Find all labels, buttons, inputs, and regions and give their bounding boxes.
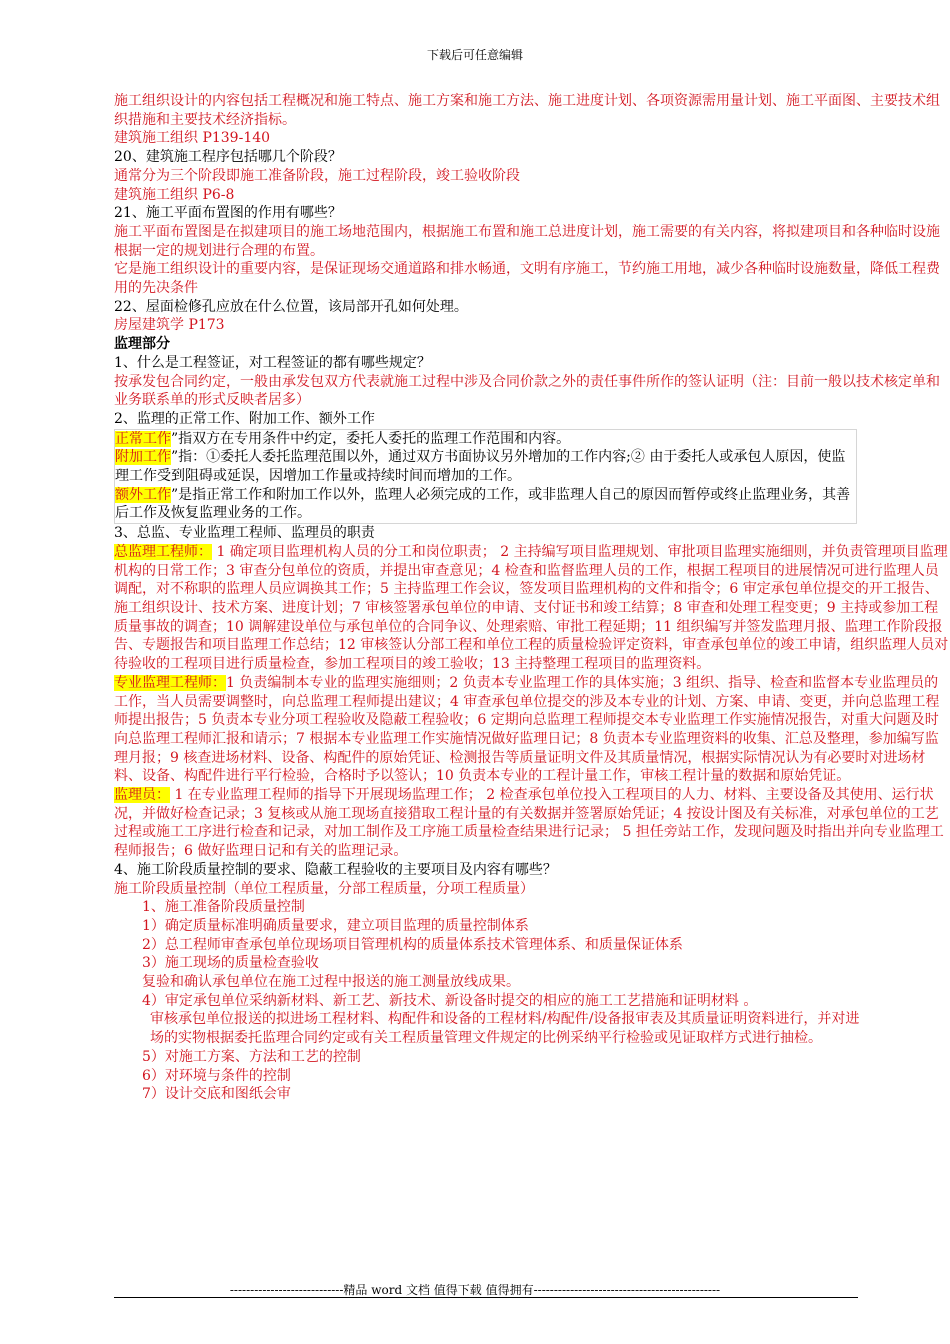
duty-paragraph: 专业监理工程师：1 负责编制本专业的监理实施细则；2 负责本专业监理工作的具体实施；3 组织、指导、检查和监督本专业监理员的工作，当人员需要调整时，向总监理工程师提出建议；4 审查承包单位提交的涉及本专业的计划、方案、申请、变更，并向总监理工程师提出报告；5 负责本专业分项工程验收及隐蔽工程验收；6 定期向总监理工程师提交本专业监理工作实施情况报告，对重大问题及时向总监理工程师汇报和请示；7 根据本专业监理工作实施情况做好监理日记；8 负责本专业监理资料的收集、汇总及整理，参加编写监理月报；9 核查进场材料、设备、构配件的原始凭证、检测报告等质量证明文件及其质量情况，根据实际情况认为有必要时对进场材料、设备、构配件进行平行检验，合格时予以签认；10 负责本专业的工程计量工作，审核工程计量的数据和原始凭证。	[114, 674, 940, 785]
definition-box	[114, 429, 857, 525]
highlight-term: 总监理工程师：	[114, 543, 212, 560]
paragraph: 按承发包合同约定，一般由承发包双方代表就施工过程中涉及合同价款之外的责任事件所作的签认证明（注：目前一般以技术核定单和业务联系单的形式反映者居多）	[114, 373, 940, 409]
reference: 建筑施工组织 P139-140	[114, 130, 271, 147]
document-body	[114, 92, 950, 1104]
question: 4、施工阶段质量控制的要求、隐蔽工程验收的主要项目及内容有哪些？	[114, 861, 557, 878]
list-item: 4）审定承包单位采纳新材料、新工艺、新技术、新设备时提交的相应的施工工艺措施和证明材料 。	[142, 992, 758, 1009]
list-item: 3）施工现场的质量检查验收	[142, 955, 319, 972]
highlight-term: 附加工作	[115, 449, 171, 466]
footer-divider	[114, 1297, 858, 1298]
paragraph: 施工平面布置图是在拟建项目的施工场地范围内，根据施工布置和施工总进度计划，施工需要的有关内容，将拟建项目和各种临时设施根据一定的规划进行合理的布置。	[114, 223, 940, 259]
question: 3、总监、专业监理工程师、监理员的职责	[114, 525, 375, 542]
highlight-term: 监理员：	[114, 787, 170, 804]
reference: 建筑施工组织 P6-8	[114, 186, 235, 203]
paragraph: 它是施工组织设计的重要内容，是保证现场交通道路和排水畅通，文明有序施工，节约施工用地，减少各种临时设施数量，降低工程费用的先决条件	[114, 261, 940, 297]
highlight-term: 专业监理工程师：	[114, 674, 226, 691]
highlight-term: 正常工作	[115, 430, 171, 447]
page-header: 下载后可任意编辑	[426, 48, 523, 62]
question: 2、监理的正常工作、附加工作、额外工作	[114, 410, 375, 427]
definition-item: 正常工作”指双方在专用条件中约定，委托人委托的监理工作范围和内容。	[115, 430, 571, 447]
paragraph: 施工阶段质量控制（单位工程质量，分部工程质量，分项工程质量）	[114, 880, 534, 897]
reference: 房屋建筑学 P173	[114, 317, 225, 334]
list-item: 2）总工程师审查承包单位现场项目管理机构的质量体系技术管理体系、和质量保证体系	[142, 936, 683, 953]
highlight-term: 额外工作	[115, 486, 171, 503]
list-item: 审核承包单位报送的拟进场工程材料、构配件和设备的工程材料/构配件/设备报审表及其质量证明资料进行，并对进场的实物根据委托监理合同约定或有关工程质量管理文件规定的比例采纳平行检验或见证取样方式进行抽检。	[150, 1011, 860, 1047]
list-item: 1、施工准备阶段质量控制	[142, 899, 305, 916]
question: 22、屋面检修孔应放在什么位置，该局部开孔如何处理。	[114, 298, 468, 315]
list-item: 6）对环境与条件的控制	[142, 1067, 291, 1084]
section-heading: 监理部分	[114, 336, 170, 353]
page-footer: ----------------------------精品 word 文档 值得下载 值得拥有----------------------------------------------	[229, 1283, 721, 1297]
list-item: 5）对施工方案、方法和工艺的控制	[142, 1048, 361, 1065]
question: 1、什么是工程签证，对工程签证的都有哪些规定？	[114, 354, 431, 371]
question: 20、建筑施工程序包括哪几个阶段？	[114, 149, 342, 166]
definition-item: 附加工作”指：①委托人委托监理范围以外，通过双方书面协议另外增加的工作内容;② 由于委托人或承包人原因，使监理工作受到阻碍或延误，因增加工作量或持续时间而增加的工作。	[115, 449, 846, 485]
paragraph: 通常分为三个阶段即施工准备阶段，施工过程阶段，竣工验收阶段	[114, 167, 520, 184]
list-item: 7）设计交底和图纸会审	[142, 1086, 291, 1103]
duty-paragraph: 监理员： 1 在专业监理工程师的指导下开展现场监理工作； 2 检查承包单位投入工程项目的人力、材料、主要设备及其使用、运行状况，并做好检查记录；3 复核或从施工现场直接猎取工程计量的有关数据并签署原始凭证；4 按设计图及有关标准，对承包单位的工艺过程或施工工序进行检查和记录，对加工制作及工序施工质量检查结果进行记录； 5 担任旁站工作，发现问题及时指出并向专业监理工程师报告；6 做好监理日记和有关的监理记录。	[114, 787, 944, 860]
paragraph: 施工组织设计的内容包括工程概况和施工特点、施工方案和施工方法、施工进度计划、各项资源需用量计划、施工平面图、主要技术组织措施和主要技术经济指标。	[114, 93, 940, 128]
list-item: 1）确定质量标准明确质量要求，建立项目监理的质量控制体系	[142, 917, 529, 934]
list-item: 复验和确认承包单位在施工过程中报送的施工测量放线成果。	[142, 974, 520, 991]
question: 21、施工平面布置图的作用有哪些？	[114, 205, 342, 222]
duty-paragraph: 总监理工程师： 1 确定项目监理机构人员的分工和岗位职责； 2 主持编写项目监理规划、审批项目监理实施细则，并负责管理项目监理机构的日常工作；3 审查分包单位的资质，并提出审查意见；4 检查和监督监理人员的工作，根据工程项目的进展情况可进行监理人员调配，对不称职的监理人员应调换其工作；5 主持监理工作会议，签发项目监理机构的文件和指令；6 审定承包单位提交的开工报告、施工组织设计、技术方案、进度计划；7 审核签署承包单位的申请、支付证书和竣工结算；8 审查和处理工程变更；9 主持或参加工程质量事故的调查；10 调解建设单位与承包单位的合同争议、处理索赔、审批工程延期；11 组织编写并签发监理月报、监理工作阶段报告、专题报告和项目监理工作总结；12 审核签认分部工程和单位工程的质量检验评定资料，审查承包单位的竣工申请，组织监理人员对待验收的工程项目进行质量检查，参加工程项目的竣工验收；13 主持整理工程项目的监理资料。	[114, 543, 949, 673]
definition-item: 额外工作”是指正常工作和附加工作以外，监理人必须完成的工作，或非监理人自己的原因而暂停或终止监理业务，其善后工作及恢复监理业务的工作。	[115, 486, 851, 522]
